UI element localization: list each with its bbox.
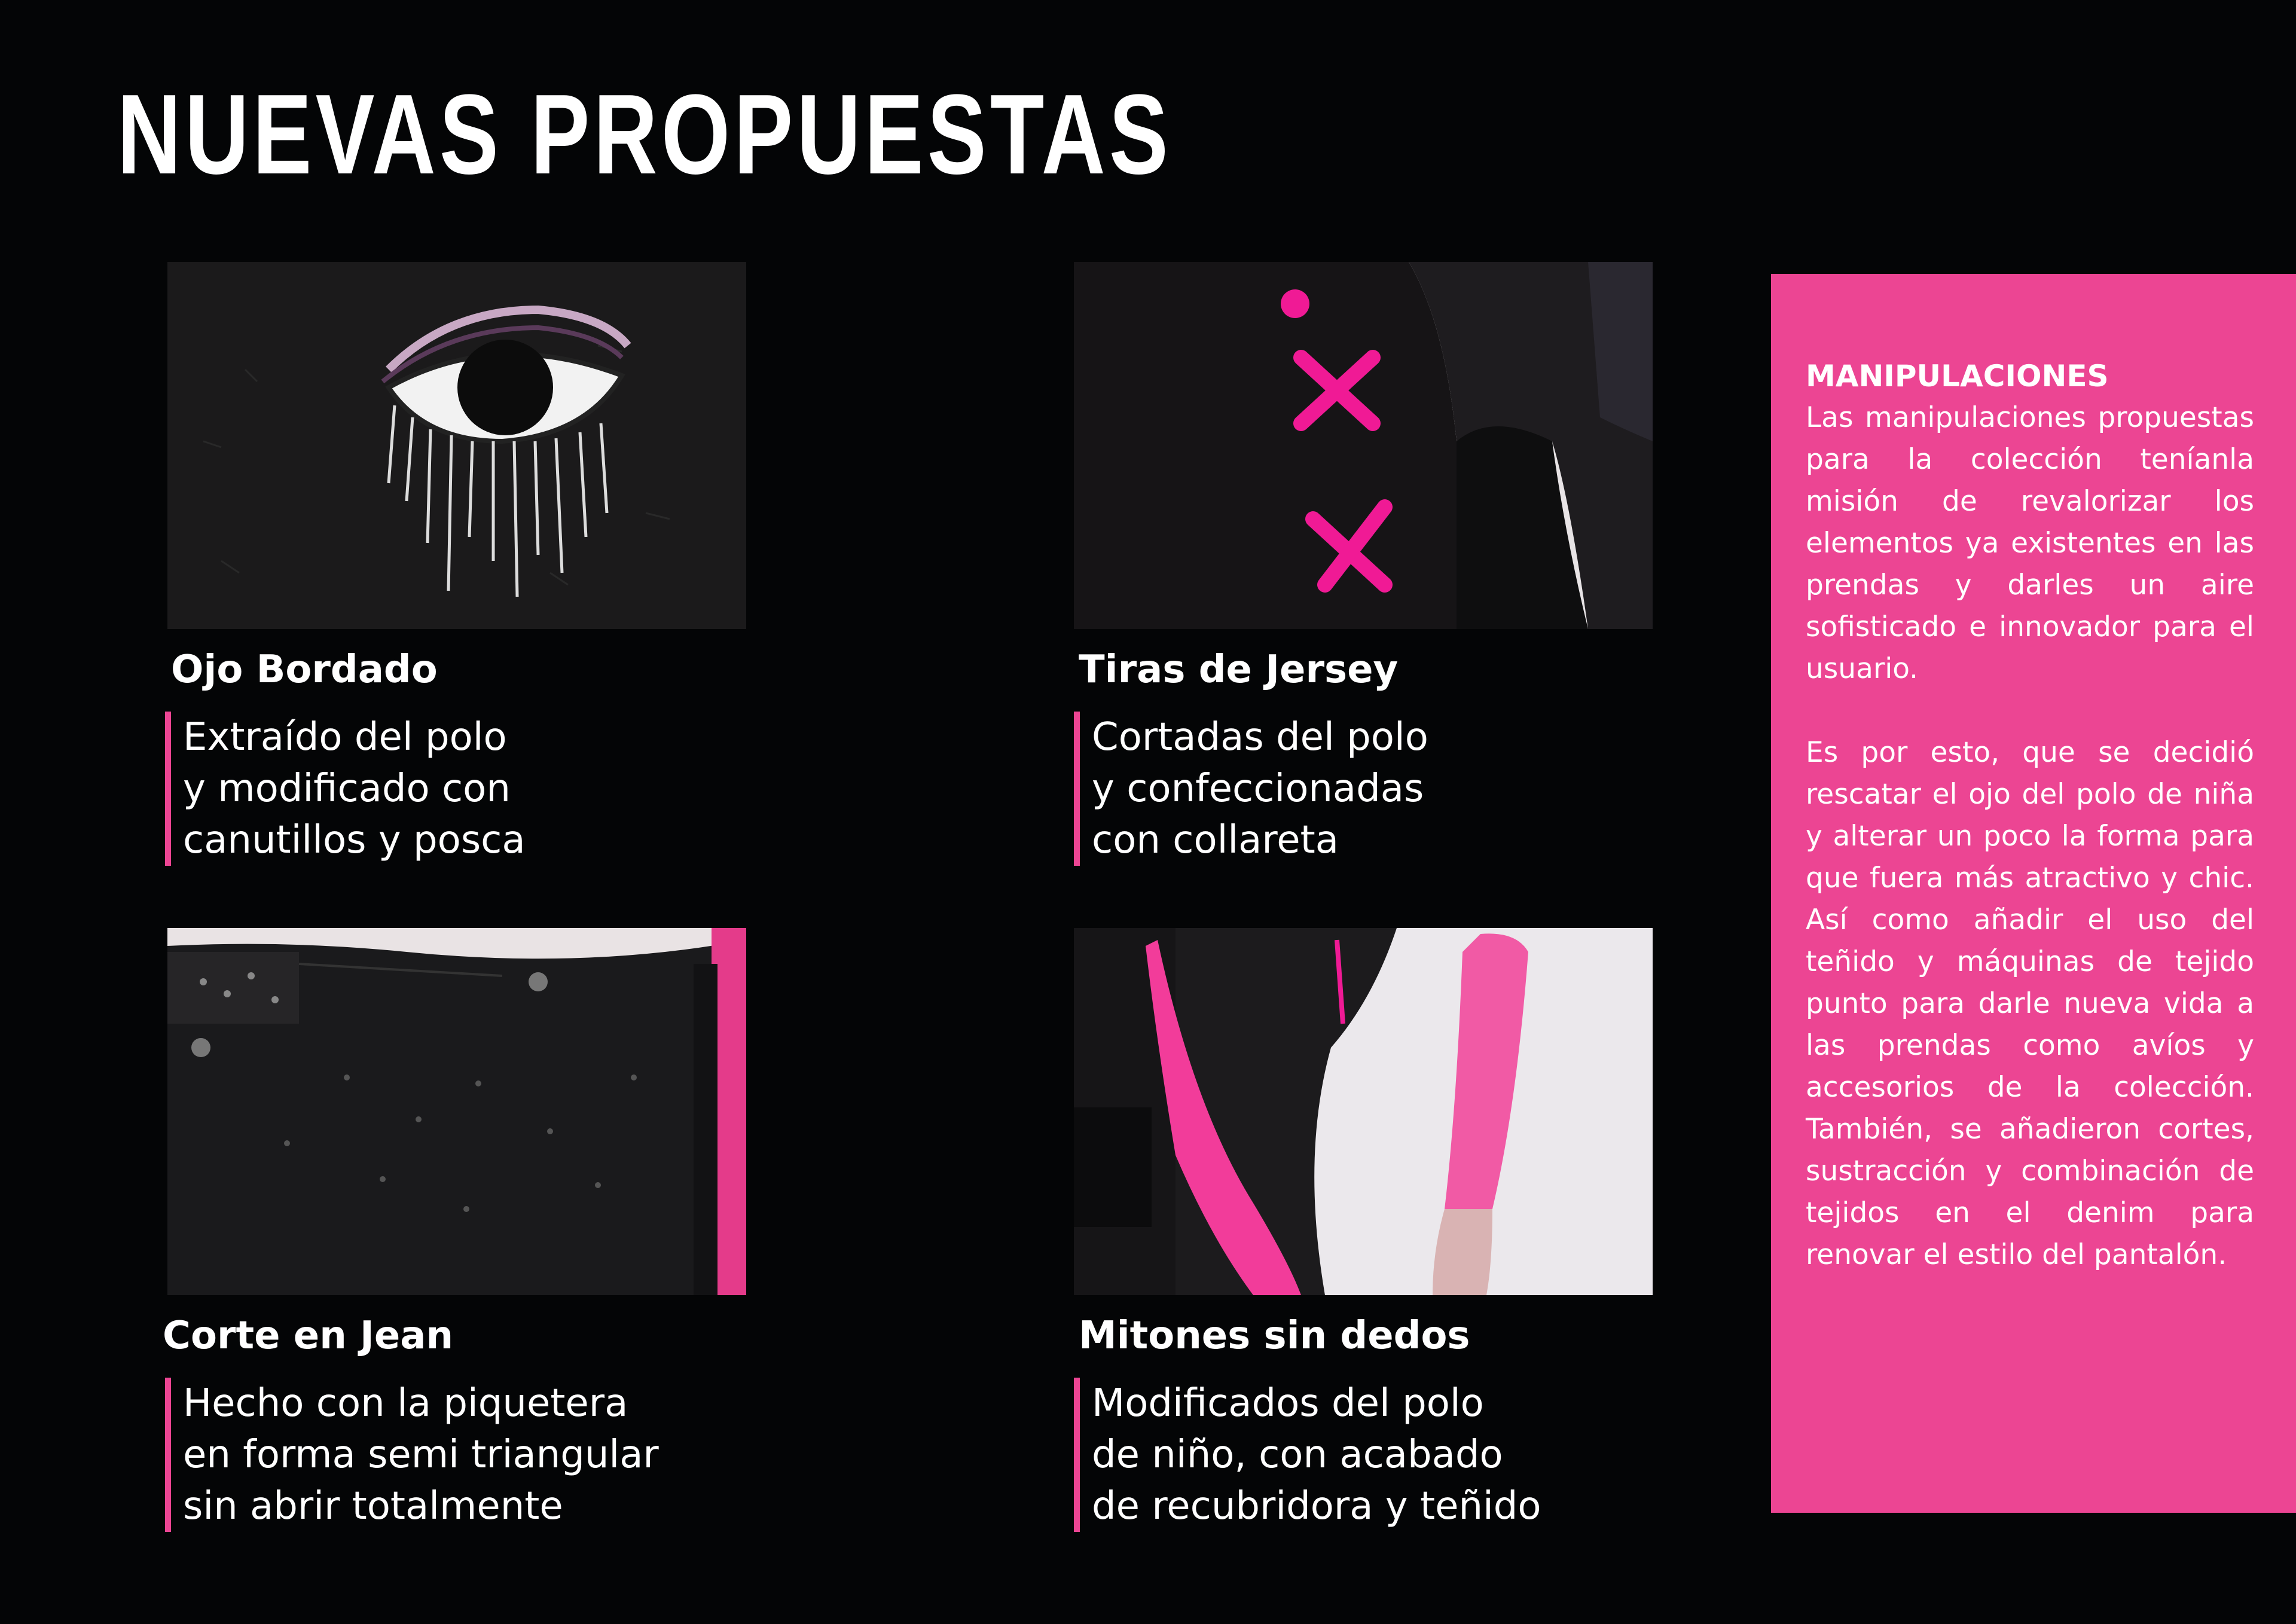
card-description (165, 1378, 659, 1532)
panel-heading: MANIPULACIONES (1806, 359, 2109, 393)
card-title: Corte en Jean (163, 1314, 453, 1358)
jersey-strips-photo (1074, 262, 1653, 629)
card-description (1074, 712, 1428, 866)
card-description-line: Extraído del polo (183, 715, 507, 759)
card-description-line: Hecho con la piquetera (183, 1381, 628, 1425)
card-description-line: Modificados del polo (1092, 1381, 1484, 1425)
card-description (165, 712, 526, 866)
card-title: Ojo Bordado (171, 648, 438, 692)
card-description-line: en forma semi triangular (183, 1433, 659, 1477)
card-description-line: sin abrir totalmente (183, 1484, 563, 1528)
card-title: Tiras de Jersey (1079, 648, 1399, 692)
card-description-line: con collareta (1092, 818, 1339, 862)
paragraph-spacer (1806, 690, 2254, 732)
page-title: NUEVAS PROPUESTAS (117, 71, 1173, 198)
panel-paragraph: Las manipulaciones propuestas para la colección teníanla misión de revalorizar los elementos ya existentes en las prendas y darles un aire sofisticado e innovador para el usuario. (1806, 401, 2254, 685)
card-description-line: y confeccionadas (1092, 767, 1424, 811)
panel-paragraph: Es por esto, que se decidió rescatar el ojo del polo de niña y alterar un poco la forma para que fuera más atractivo y chic. Así como añadir el uso del teñido y máquinas de tejido punto para darle nueva vida a las prendas como avíos y accesorios de la colección. También, se añadieron cortes, sustracción y combinación de tejidos en el denim para renovar el estilo del pantalón. (1806, 736, 2254, 1271)
embroidered-eye-photo (167, 262, 746, 629)
card-description-line: de niño, con acabado (1092, 1433, 1503, 1477)
jean-cut-photo (167, 928, 746, 1295)
card-description-line: y modificado con (183, 767, 511, 811)
card-description-line: canutillos y posca (183, 818, 526, 862)
card-title: Mitones sin dedos (1079, 1314, 1470, 1358)
card-description-line: Cortadas del polo (1092, 715, 1428, 759)
mittens-photo (1074, 928, 1653, 1295)
panel-content (1806, 355, 2254, 1276)
manipulaciones-panel (1771, 274, 2296, 1513)
card-description-line: de recubridora y teñido (1092, 1484, 1541, 1528)
card-description (1074, 1378, 1541, 1532)
